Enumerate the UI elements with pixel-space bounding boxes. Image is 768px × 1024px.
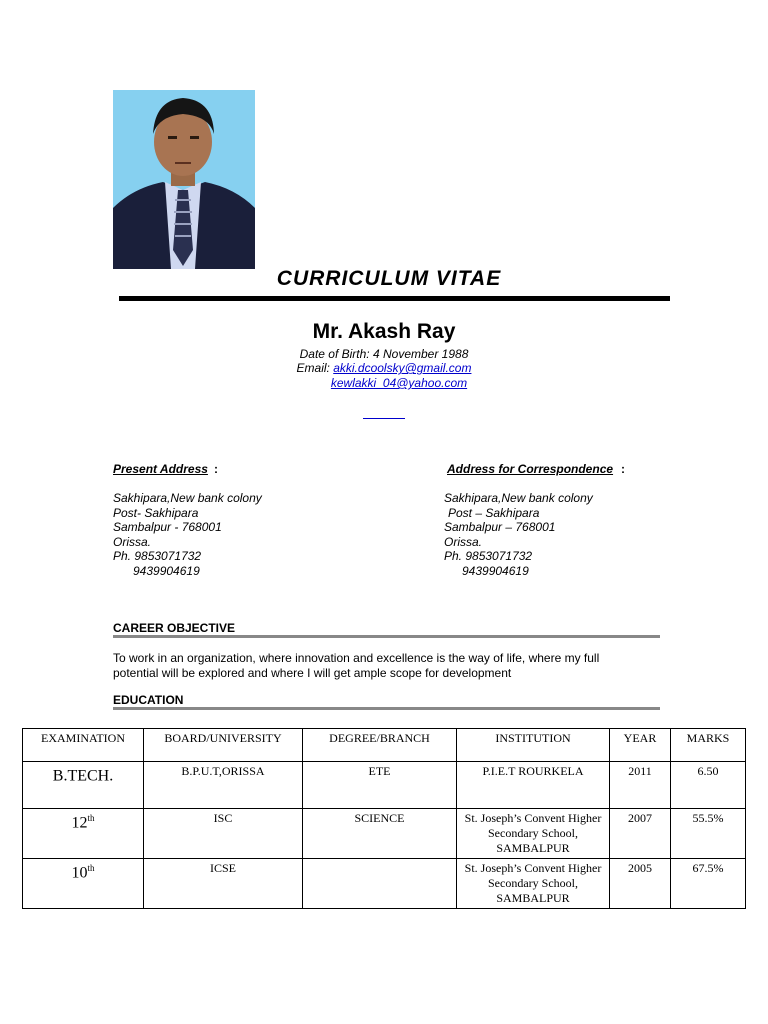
table-row [23, 762, 746, 809]
board-cell: ICSE [144, 859, 303, 909]
correspondence-address-line: Orissa. [444, 534, 483, 549]
present-address-line: 9439904619 [133, 563, 200, 578]
career-objective-divider [113, 635, 660, 638]
education-divider [113, 707, 660, 710]
portrait-image [113, 90, 255, 269]
correspondence-address-line: Sambalpur – 768001 [444, 520, 556, 534]
column-header: EXAMINATION [23, 729, 144, 762]
present-address-line: Sakhipara,New bank colony [113, 491, 262, 505]
year-cell: 2011 [610, 762, 671, 809]
degree-cell: SCIENCE [303, 809, 457, 859]
board-cell: B.P.U.T,ORISSA [144, 762, 303, 809]
present-address-line: Ph. 9853071732 [113, 549, 202, 563]
exam-cell: B.TECH. [23, 762, 144, 809]
exam-cell: 12th [23, 809, 144, 859]
exam-cell: 10th [23, 859, 144, 909]
marks-cell: 67.5% [671, 859, 746, 909]
board-cell: ISC [144, 809, 303, 859]
column-header: BOARD/UNIVERSITY [144, 729, 303, 762]
correspondence-address-line: Ph. 9853071732 [444, 549, 533, 563]
email-label: Email: [296, 361, 330, 375]
correspondence-address-line: Sakhipara,New bank colony [444, 491, 593, 505]
title-divider [119, 296, 670, 301]
education-table [22, 728, 746, 909]
email-line-1 [0, 361, 768, 375]
present-address-line: Post- Sakhipara [113, 505, 199, 520]
institution-cell: P.I.E.T ROURKELA [457, 762, 610, 809]
column-header: YEAR [610, 729, 671, 762]
career-objective-text: To work in an organization, where innovation and excellence is the way of life, where my full potential will be explored and where I will get ample scope for development [113, 651, 600, 680]
institution-cell: St. Joseph’s Convent Higher Secondary School, SAMBALPUR [457, 809, 610, 859]
degree-cell: ETE [303, 762, 457, 809]
empty-hyperlink[interactable] [363, 418, 405, 419]
email-link-yahoo[interactable]: kewlakki_04@yahoo.com [330, 376, 468, 390]
email-line-2 [0, 376, 768, 390]
marks-cell: 55.5% [671, 809, 746, 859]
column-header: DEGREE/BRANCH [303, 729, 457, 762]
table-header-row [23, 729, 746, 762]
document-title: CURRICULUM VITAE [276, 267, 502, 290]
table-row [23, 859, 746, 909]
correspondence-address-block [444, 491, 593, 578]
year-cell: 2007 [610, 809, 671, 859]
column-header: INSTITUTION [457, 729, 610, 762]
present-address-colon: : [214, 462, 218, 476]
institution-cell: St. Joseph’s Convent Higher Secondary School, SAMBALPUR [457, 859, 610, 909]
present-address-line: Orissa. [113, 534, 152, 549]
education-heading: EDUCATION [113, 693, 184, 707]
degree-cell [303, 859, 457, 909]
table-row [23, 809, 746, 859]
profile-photo [113, 90, 255, 269]
correspondence-address-colon: : [621, 462, 625, 476]
email-link-gmail[interactable]: akki.dcoolsky@gmail.com [333, 361, 472, 375]
candidate-name: Mr. Akash Ray [312, 320, 456, 343]
career-objective-heading: CAREER OBJECTIVE [113, 621, 236, 635]
marks-cell: 6.50 [671, 762, 746, 809]
present-address-block [113, 491, 262, 578]
date-of-birth: Date of Birth: 4 November 1988 [299, 347, 469, 361]
present-address-line: Sambalpur - 768001 [113, 520, 222, 534]
correspondence-address-line: 9439904619 [462, 563, 529, 578]
year-cell: 2005 [610, 859, 671, 909]
column-header: MARKS [671, 729, 746, 762]
present-address-heading: Present Address [113, 462, 208, 476]
correspondence-address-heading: Address for Correspondence [447, 462, 614, 476]
correspondence-address-line: Post – Sakhipara [448, 505, 540, 520]
